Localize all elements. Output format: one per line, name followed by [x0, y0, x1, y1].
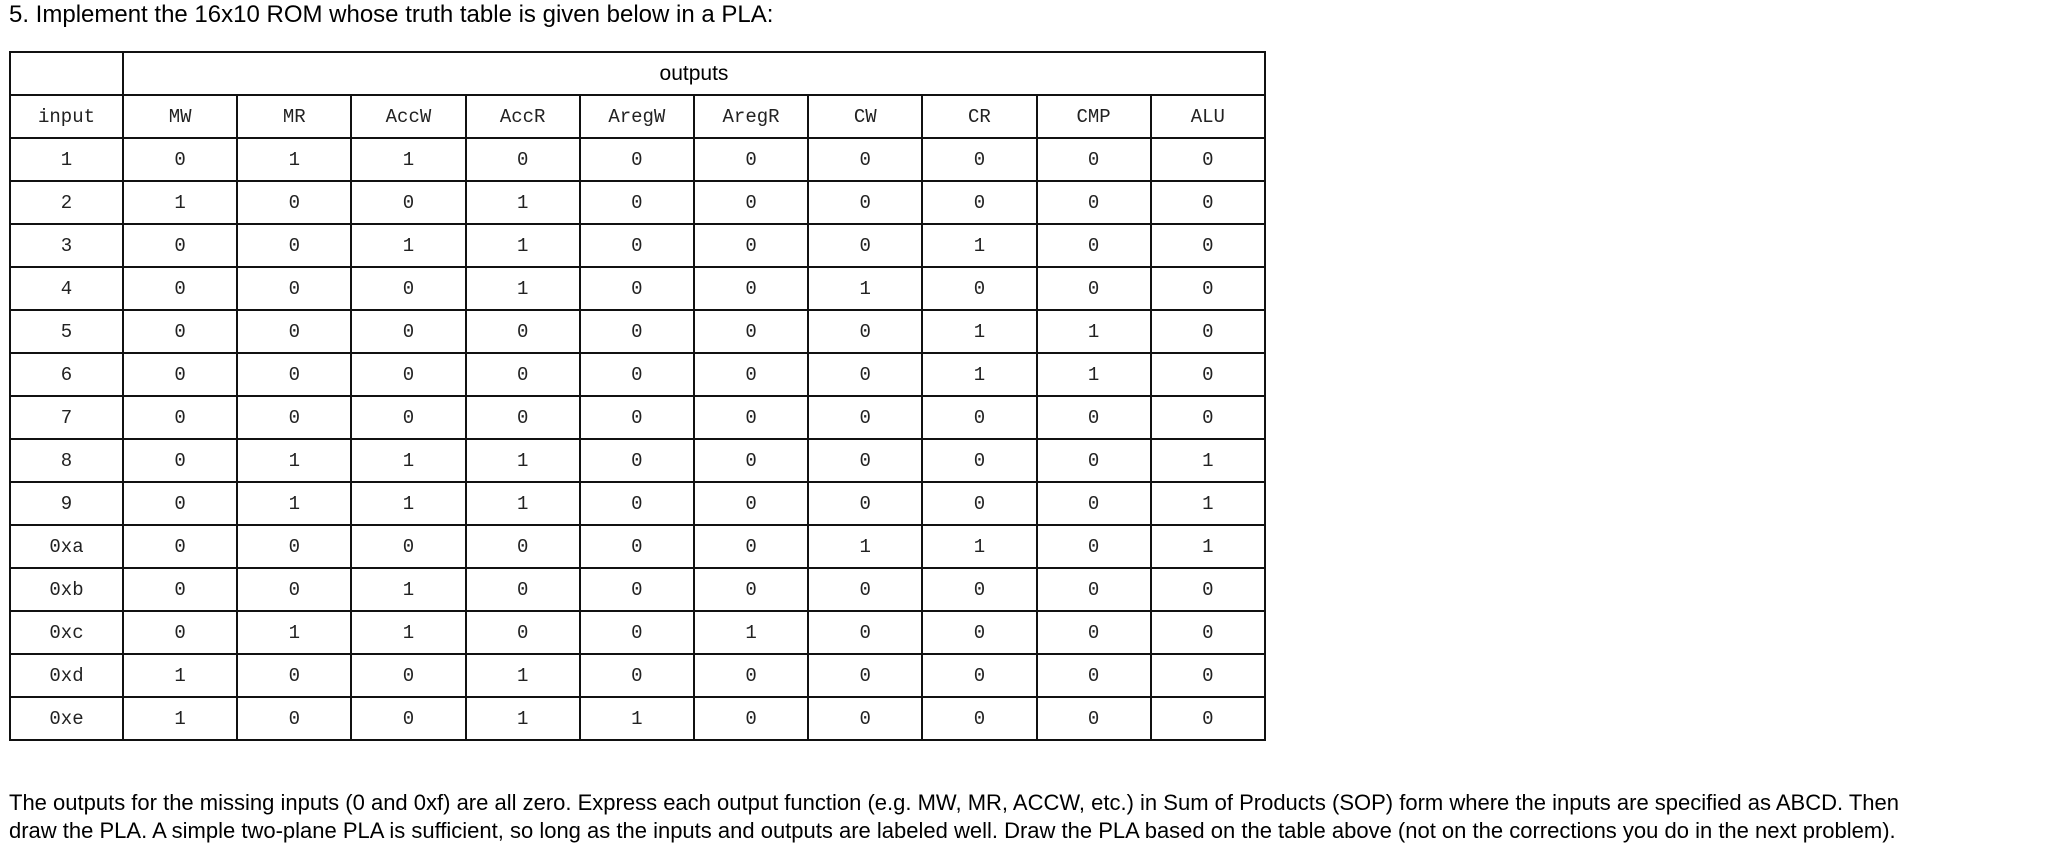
instructions-paragraph — [9, 789, 2044, 845]
table-row — [10, 439, 1265, 482]
input-cell: 9 — [10, 482, 123, 525]
output-cell: 1 — [351, 611, 465, 654]
output-cell: 0 — [237, 525, 351, 568]
output-cell: 0 — [351, 654, 465, 697]
output-cell: 0 — [922, 654, 1036, 697]
output-cell: 1 — [922, 525, 1036, 568]
input-cell: 7 — [10, 396, 123, 439]
table-row — [10, 396, 1265, 439]
output-cell: 0 — [808, 482, 922, 525]
output-cell: 0 — [922, 439, 1036, 482]
output-cell: 1 — [351, 224, 465, 267]
input-cell: 0xe — [10, 697, 123, 740]
column-header-input: input — [10, 95, 123, 138]
output-cell: 0 — [808, 697, 922, 740]
output-cell: 0 — [351, 181, 465, 224]
outputs-group-header: outputs — [123, 52, 1265, 95]
output-cell: 1 — [237, 138, 351, 181]
column-header-aregw: AregW — [580, 95, 694, 138]
output-cell: 0 — [237, 267, 351, 310]
output-cell: 0 — [1037, 611, 1151, 654]
output-cell: 0 — [580, 482, 694, 525]
output-cell: 0 — [808, 138, 922, 181]
table-row — [10, 353, 1265, 396]
output-cell: 0 — [922, 396, 1036, 439]
table-row — [10, 224, 1265, 267]
output-cell: 0 — [1151, 697, 1265, 740]
output-cell: 0 — [922, 181, 1036, 224]
output-cell: 0 — [123, 482, 237, 525]
output-cell: 1 — [237, 439, 351, 482]
output-cell: 0 — [466, 353, 580, 396]
output-cell: 0 — [1037, 482, 1151, 525]
table-body — [10, 138, 1265, 740]
output-cell: 0 — [694, 138, 808, 181]
input-cell: 5 — [10, 310, 123, 353]
column-header-alu: ALU — [1151, 95, 1265, 138]
output-cell: 0 — [466, 310, 580, 353]
output-cell: 0 — [1151, 138, 1265, 181]
output-cell: 0 — [694, 654, 808, 697]
output-cell: 0 — [922, 267, 1036, 310]
output-cell: 0 — [123, 138, 237, 181]
output-cell: 0 — [1037, 138, 1151, 181]
output-cell: 0 — [466, 396, 580, 439]
output-cell: 1 — [466, 482, 580, 525]
column-header-cmp: CMP — [1037, 95, 1151, 138]
output-cell: 1 — [466, 224, 580, 267]
output-cell: 0 — [580, 310, 694, 353]
input-cell: 2 — [10, 181, 123, 224]
column-header-cw: CW — [808, 95, 922, 138]
output-cell: 1 — [694, 611, 808, 654]
output-cell: 1 — [1151, 525, 1265, 568]
output-cell: 1 — [922, 224, 1036, 267]
output-cell: 0 — [237, 568, 351, 611]
output-cell: 0 — [580, 396, 694, 439]
column-header-accr: AccR — [466, 95, 580, 138]
output-cell: 1 — [123, 654, 237, 697]
output-cell: 1 — [123, 181, 237, 224]
output-cell: 0 — [694, 181, 808, 224]
output-cell: 1 — [922, 310, 1036, 353]
truth-table — [9, 51, 1266, 741]
output-cell: 0 — [123, 310, 237, 353]
input-cell: 6 — [10, 353, 123, 396]
table-row — [10, 525, 1265, 568]
output-cell: 0 — [694, 396, 808, 439]
output-cell: 0 — [580, 525, 694, 568]
column-header-mw: MW — [123, 95, 237, 138]
output-cell: 1 — [466, 654, 580, 697]
output-cell: 0 — [466, 525, 580, 568]
output-cell: 0 — [922, 568, 1036, 611]
output-cell: 1 — [237, 482, 351, 525]
output-cell: 0 — [1151, 568, 1265, 611]
table-row — [10, 138, 1265, 181]
output-cell: 0 — [237, 310, 351, 353]
input-cell: 4 — [10, 267, 123, 310]
column-header-accw: AccW — [351, 95, 465, 138]
output-cell: 1 — [808, 525, 922, 568]
table-row — [10, 697, 1265, 740]
input-cell: 3 — [10, 224, 123, 267]
output-cell: 0 — [237, 181, 351, 224]
output-cell: 0 — [808, 654, 922, 697]
output-cell: 0 — [1037, 439, 1151, 482]
output-cell: 0 — [694, 439, 808, 482]
output-cell: 0 — [123, 525, 237, 568]
output-cell: 1 — [351, 482, 465, 525]
output-cell: 0 — [694, 697, 808, 740]
column-header-aregr: AregR — [694, 95, 808, 138]
output-cell: 0 — [351, 310, 465, 353]
output-cell: 0 — [123, 611, 237, 654]
output-cell: 0 — [351, 267, 465, 310]
table-row — [10, 568, 1265, 611]
output-cell: 0 — [237, 697, 351, 740]
output-cell: 0 — [123, 267, 237, 310]
output-cell: 0 — [922, 697, 1036, 740]
output-cell: 0 — [237, 224, 351, 267]
output-cell: 0 — [351, 525, 465, 568]
output-cell: 1 — [466, 267, 580, 310]
output-cell: 0 — [808, 224, 922, 267]
output-cell: 0 — [1151, 267, 1265, 310]
output-cell: 0 — [694, 482, 808, 525]
output-cell: 0 — [580, 568, 694, 611]
output-cell: 0 — [580, 611, 694, 654]
output-cell: 0 — [808, 310, 922, 353]
output-cell: 0 — [1037, 224, 1151, 267]
output-cell: 0 — [466, 138, 580, 181]
output-cell: 0 — [123, 439, 237, 482]
output-cell: 0 — [580, 654, 694, 697]
output-cell: 0 — [808, 611, 922, 654]
output-cell: 0 — [580, 267, 694, 310]
input-cell: 0xb — [10, 568, 123, 611]
instructions-line-2: draw the PLA. A simple two-plane PLA is sufficient, so long as the inputs and outputs are labeled well. Draw the PLA based on the table above (not on the corrections you do in the next problem). — [9, 818, 1896, 843]
output-cell: 1 — [1037, 310, 1151, 353]
output-cell: 0 — [808, 396, 922, 439]
output-cell: 0 — [351, 396, 465, 439]
output-cell: 0 — [237, 654, 351, 697]
output-cell: 0 — [123, 353, 237, 396]
output-cell: 1 — [1037, 353, 1151, 396]
output-cell: 0 — [1037, 181, 1151, 224]
input-cell: 0xc — [10, 611, 123, 654]
output-cell: 0 — [808, 181, 922, 224]
output-cell: 0 — [466, 611, 580, 654]
output-cell: 0 — [351, 353, 465, 396]
output-cell: 1 — [1151, 482, 1265, 525]
input-cell: 0xd — [10, 654, 123, 697]
output-cell: 1 — [123, 697, 237, 740]
output-cell: 0 — [237, 353, 351, 396]
output-cell: 0 — [922, 482, 1036, 525]
output-cell: 0 — [1037, 396, 1151, 439]
output-cell: 0 — [1151, 654, 1265, 697]
output-cell: 0 — [580, 181, 694, 224]
output-cell: 0 — [580, 138, 694, 181]
output-cell: 0 — [694, 267, 808, 310]
output-cell: 0 — [237, 396, 351, 439]
output-cell: 0 — [1151, 181, 1265, 224]
column-header-row — [10, 95, 1265, 138]
output-cell: 0 — [922, 138, 1036, 181]
output-cell: 0 — [1037, 654, 1151, 697]
output-cell: 1 — [351, 138, 465, 181]
table-row — [10, 611, 1265, 654]
output-cell: 0 — [694, 525, 808, 568]
output-cell: 0 — [580, 224, 694, 267]
column-header-cr: CR — [922, 95, 1036, 138]
output-cell: 0 — [1151, 353, 1265, 396]
output-cell: 0 — [1037, 267, 1151, 310]
output-cell: 0 — [808, 568, 922, 611]
output-cell: 1 — [237, 611, 351, 654]
output-cell: 0 — [123, 224, 237, 267]
input-cell: 1 — [10, 138, 123, 181]
output-cell: 0 — [808, 353, 922, 396]
output-cell: 1 — [808, 267, 922, 310]
output-cell: 0 — [123, 396, 237, 439]
output-cell: 0 — [466, 568, 580, 611]
output-cell: 1 — [922, 353, 1036, 396]
output-cell: 0 — [694, 310, 808, 353]
output-cell: 0 — [808, 439, 922, 482]
output-cell: 1 — [580, 697, 694, 740]
output-cell: 1 — [1151, 439, 1265, 482]
output-cell: 0 — [123, 568, 237, 611]
output-cell: 0 — [1037, 525, 1151, 568]
output-cell: 0 — [580, 439, 694, 482]
output-cell: 0 — [1151, 396, 1265, 439]
output-cell: 0 — [1037, 568, 1151, 611]
table-row — [10, 310, 1265, 353]
output-cell: 0 — [922, 611, 1036, 654]
empty-corner-cell — [10, 52, 123, 95]
output-cell: 1 — [466, 697, 580, 740]
output-cell: 0 — [580, 353, 694, 396]
question-heading: 5. Implement the 16x10 ROM whose truth table is given below in a PLA: — [9, 1, 774, 28]
table-row — [10, 482, 1265, 525]
output-cell: 0 — [351, 697, 465, 740]
output-cell: 0 — [694, 353, 808, 396]
output-cell: 0 — [694, 568, 808, 611]
input-cell: 8 — [10, 439, 123, 482]
output-cell: 1 — [466, 439, 580, 482]
output-cell: 1 — [351, 568, 465, 611]
output-cell: 0 — [694, 224, 808, 267]
instructions-line-1: The outputs for the missing inputs (0 and 0xf) are all zero. Express each output function (e.g. MW, MR, ACCW, etc.) in Sum of Products (SOP) form where the inputs are specified as ABCD. Then — [9, 790, 1899, 815]
output-cell: 1 — [466, 181, 580, 224]
output-cell: 0 — [1151, 224, 1265, 267]
output-cell: 0 — [1151, 310, 1265, 353]
table-row — [10, 267, 1265, 310]
table-group-header-row — [10, 52, 1265, 95]
column-header-mr: MR — [237, 95, 351, 138]
input-cell: 0xa — [10, 525, 123, 568]
output-cell: 0 — [1151, 611, 1265, 654]
output-cell: 1 — [351, 439, 465, 482]
table-row — [10, 181, 1265, 224]
table-row — [10, 654, 1265, 697]
output-cell: 0 — [1037, 697, 1151, 740]
